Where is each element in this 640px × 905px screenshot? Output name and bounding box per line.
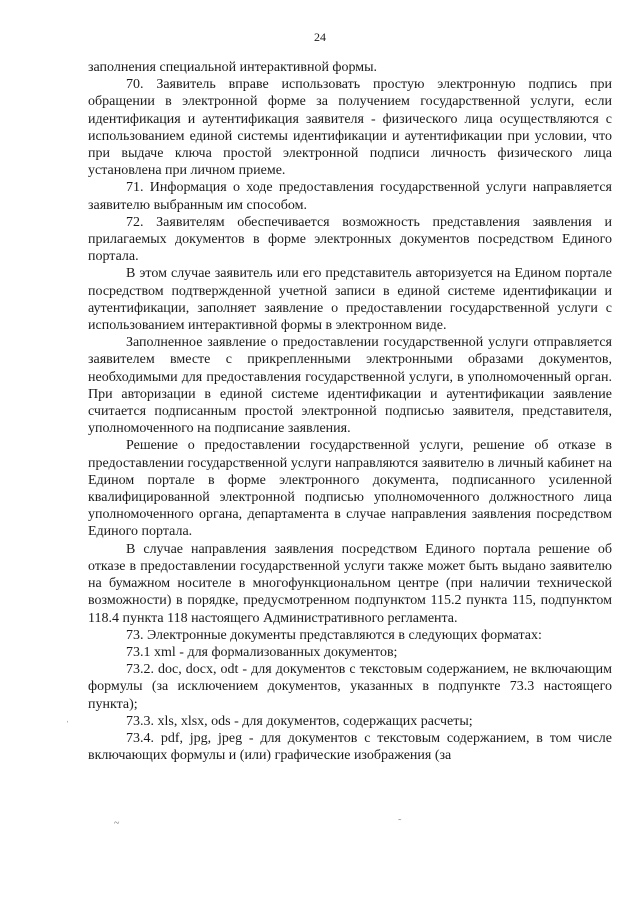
paragraph-73: 73. Электронные документы представляются в следующих форматах: <box>126 627 542 643</box>
paragraph-73-2: 73.2. doc, docx, odt - для документов с текстовым содержанием, не включающим формулы (за исключением документов, указанных в подпункте 73.3 настоящего пункта); <box>88 662 612 712</box>
paragraph-continuation: заполнения специальной интерактивной формы. <box>88 60 378 75</box>
paragraph-72-paper-decision: В случае направления заявления посредством Единого портала решение об отказе в предоставлении государственной услуги также может быть выдано заявителю на бумажном носителе в многофункциональном центре (при наличии технической возможности) в порядке, предусмотренном подпунктом 115.2 пункта 115, подпунктом 118.4 пункта 118 настоящего Административного регламента. <box>88 541 612 626</box>
paragraph-72-decision: Решение о предоставлении государственной услуги, решение об отказе в предоставлении государственной услуги направляются заявителю в личный кабинет на Едином портале в форме электронного документа, подписанного усиленной квалифицированной электронной подписью уполномоченного должностного лица уполномоченного органа, департамента в случае направления заявления посредством Единого портала. <box>88 438 612 540</box>
paragraph-72: 72. Заявителям обеспечивается возможность представления заявления и прилагаемых документов в форме электронных документов посредством Единого портала. <box>88 214 612 265</box>
document-body <box>88 59 612 764</box>
paragraph-70: 70. Заявитель вправе использовать простую электронную подпись при обращении в электронной форме за получением государственной услуги, если идентификация и аутентификация заявителя - физического лица осуществляются с использованием единой системы идентификации и аутентификации при условии, что при выдаче ключа простой электронной подписи личность физического лица установлена при личном приеме. <box>88 77 612 179</box>
paragraph-73-1: 73.1 xml - для формализованных документов; <box>126 644 398 660</box>
paragraph-73-3: 73.3. xls, xlsx, ods - для документов, содержащих расчеты; <box>126 713 473 729</box>
paragraph-71: 71. Информация о ходе предоставления государственной услуги направляется заявителю выбранным им способом. <box>88 180 612 213</box>
paragraph-73-4: 73.4. pdf, jpg, jpeg - для документов с текстовым содержанием, в том числе включающих формулы и (или) графические изображения (за <box>88 730 612 764</box>
paragraph-72-authorization: В этом случае заявитель или его представитель авторизуется на Едином портале посредством подтвержденной учетной записи в единой системе идентификации и аутентификации, заполняет заявление о предоставлении государственной услуги с использованием интерактивной формы в электронном виде. <box>88 266 612 334</box>
scan-mark: ˌ <box>66 712 70 723</box>
scan-mark-bottom-right: ˜ <box>398 818 402 829</box>
page-number: 24 <box>314 30 326 44</box>
paragraph-72-submission: Заполненное заявление о предоставлении государственной услуги отправляется заявителем вместе с прикрепленными электронными образами документов, необходимыми для предоставления государственной услуги, в уполномоченный орган. При авторизации в единой системе идентификации и аутентификации заявление считается подписанным простой электронной подписью заявителя, представителя, уполномоченного на подписание заявления. <box>88 335 612 437</box>
scan-mark-bottom-left: ~ <box>114 818 120 829</box>
